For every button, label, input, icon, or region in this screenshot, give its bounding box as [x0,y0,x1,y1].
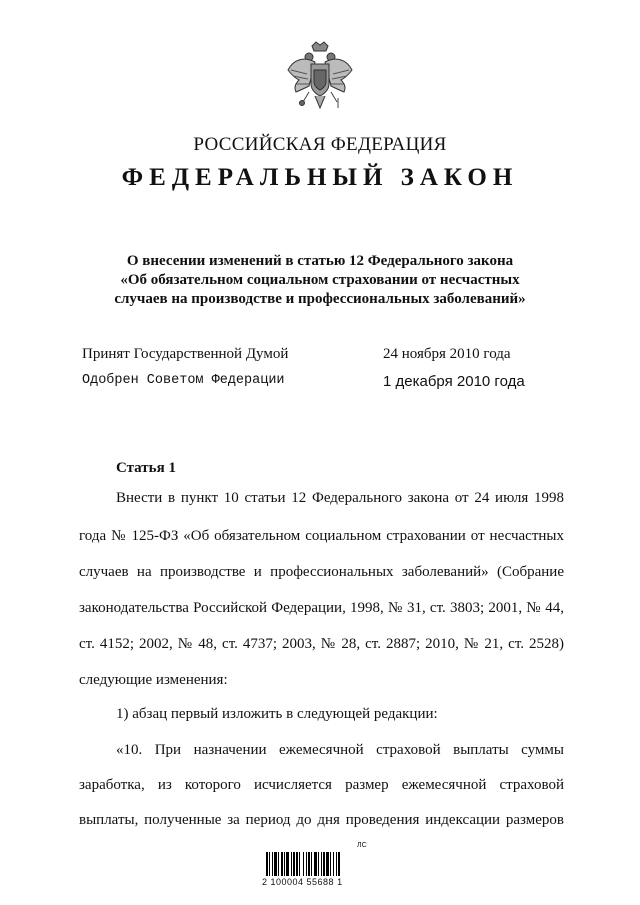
barcode-bar [333,852,334,876]
barcode-bar [323,852,325,876]
law-title [60,252,580,309]
country-name: РОССИЙСКАЯ ФЕДЕРАЦИЯ [193,134,447,155]
article-text-line: «10. При назначении ежемесячной страховой выплаты суммы [116,742,564,758]
adoption-date: 24 ноября 2010 года [383,346,511,362]
law-title-line: «Об обязательном социальном страховании от несчастных [120,272,520,288]
barcode-bar [326,852,329,876]
barcode-bar [266,852,268,876]
barcode-bar [272,852,273,876]
barcode-bar [284,852,285,876]
barcode-bar [291,852,292,876]
article-text-line: случаев на производстве и профессиональных заболеваний» (Собрание [79,564,564,580]
article-heading: Статья 1 [116,460,176,476]
document-type: ФЕДЕРАЛЬНЫЙ ЗАКОН [121,164,519,191]
article-text-line: заработка, из которого исчисляется размер ежемесячной страховой [79,777,564,793]
article-text-line: выплаты, полученные за период до дня проведения индексации размеров [79,812,564,828]
article-text-line: Внести в пункт 10 статьи 12 Федерального закона от 24 июля 1998 [116,490,564,506]
approval-body: Одобрен Советом Федерации [82,373,285,388]
barcode-bar [306,852,307,876]
barcode-bar [293,852,295,876]
barcode-bar [330,852,331,876]
barcode-bar [308,852,310,876]
barcode-bar [274,852,277,876]
adoption-body: Принят Государственной Думой [82,346,289,362]
article-text-line: 1) абзац первый изложить в следующей редакции: [116,706,438,722]
law-title-line: О внесении изменений в статью 12 Федерального закона [126,253,514,269]
barcode-image [264,852,370,878]
barcode-bar [321,852,322,876]
barcode-bar [296,852,298,876]
barcode-bar [311,852,312,876]
barcode-number: 2 100004 55688 1 [262,877,343,887]
approval-date: 1 декабря 2010 года [383,373,525,390]
barcode-bar [338,852,340,876]
barcode-bar [269,852,270,876]
barcode-bar [278,852,279,876]
barcode-bar [318,852,319,876]
barcode-bar [314,852,317,876]
barcode-bar [303,852,304,876]
law-title-line: случаев на производстве и профессиональных заболеваний» [114,291,526,307]
barcode-mark: ЛС [357,842,367,849]
article-text-line: законодательства Российской Федерации, 1998, № 31, ст. 3803; 2001, № 44, [79,600,564,616]
barcode-bar [299,852,300,876]
article-text-line: года № 125-ФЗ «Об обязательном социальном страховании от несчастных [79,528,564,544]
coat-of-arms-emblem [285,40,355,118]
barcode-bar [286,852,289,876]
barcode-bar [281,852,283,876]
article-text-line: ст. 4152; 2002, № 48, ст. 4737; 2003, № 28, ст. 2887; 2010, № 21, ст. 2528) [79,636,564,652]
article-text-line: следующие изменения: [79,672,228,688]
barcode-bar [336,852,337,876]
